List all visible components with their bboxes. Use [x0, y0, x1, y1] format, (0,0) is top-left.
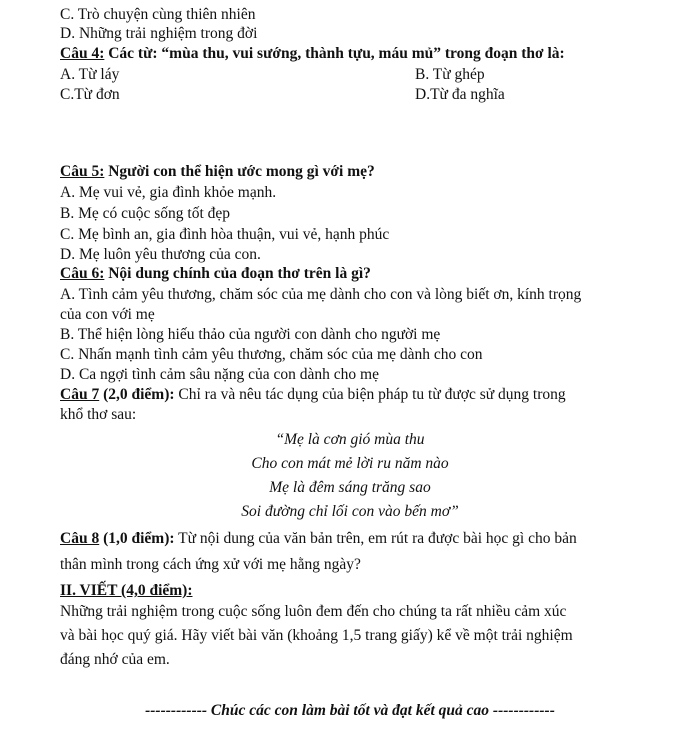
question-4 — [60, 45, 565, 63]
q6-option-a-line2: của con với mẹ — [60, 306, 155, 323]
q4-option-c: C.Từ đơn — [60, 86, 120, 103]
writing-line-1: Những trải nghiệm trong cuộc sống luôn đem đến cho chúng ta rất nhiều cảm xúc — [60, 603, 567, 620]
q5-option-c: C. Mẹ bình an, gia đình hòa thuận, vui vẻ, hạnh phúc — [60, 226, 390, 243]
question-8-text-line2: thân mình trong cách ứng xử với mẹ hằng ngày? — [60, 556, 361, 573]
question-8 — [60, 530, 577, 548]
q4-option-b: B. Từ ghép — [415, 66, 485, 83]
q5-option-d: D. Mẹ luôn yêu thương của con. — [60, 246, 261, 263]
q5-option-b: B. Mẹ có cuộc sống tốt đẹp — [60, 205, 231, 222]
question-7 — [60, 386, 566, 404]
question-6-text: Nội dung chính của đoạn thơ trên là gì? — [104, 265, 371, 282]
writing-heading: II. VIẾT (4,0 điểm): — [60, 582, 193, 599]
question-7-text: Chỉ ra và nêu tác dụng của biện pháp tu từ được sử dụng trong — [174, 386, 566, 403]
question-5 — [60, 163, 375, 181]
q3-option-c: C. Trò chuyện cùng thiên nhiên — [60, 6, 256, 23]
q6-option-d: D. Ca ngợi tình cảm sâu nặng của con dành cho mẹ — [60, 366, 379, 383]
closing-wish: ------------ Chúc các con làm bài tốt và đạt kết quả cao ------------ — [145, 702, 555, 719]
q6-option-b: B. Thể hiện lòng hiếu thảo của người con dành cho người mẹ — [60, 326, 441, 343]
q4-option-d: D.Từ đa nghĩa — [415, 86, 505, 103]
question-5-text: Người con thể hiện ước mong gì với mẹ? — [104, 163, 375, 180]
poem-line-2: Cho con mát mẻ lời ru năm nào — [251, 455, 449, 472]
q6-option-c: C. Nhấn mạnh tình cảm yêu thương, chăm sóc của mẹ dành cho con — [60, 346, 483, 363]
question-6-label: Câu 6: — [60, 265, 105, 282]
q3-option-d: D. Những trải nghiệm trong đời — [60, 25, 258, 42]
question-8-score: (1,0 điểm): — [99, 530, 175, 547]
q5-option-a: A. Mẹ vui vẻ, gia đình khỏe mạnh. — [60, 184, 277, 201]
question-6 — [60, 265, 371, 283]
question-8-text: Từ nội dung của văn bản trên, em rút ra được bài học gì cho bản — [174, 530, 577, 547]
q6-option-a-line1: A. Tình cảm yêu thương, chăm sóc của mẹ dành cho con và lòng biết ơn, kính trọng — [60, 286, 582, 303]
writing-line-3: đáng nhớ của em. — [60, 651, 170, 668]
question-4-label: Câu 4: — [60, 45, 105, 62]
question-5-label: Câu 5: — [60, 163, 105, 180]
q4-option-a: A. Từ láy — [60, 66, 120, 83]
question-7-text-line2: khổ thơ sau: — [60, 406, 137, 423]
poem-line-4: Soi đường chỉ lối con vào bến mơ” — [241, 503, 459, 520]
question-4-text: Các từ: “mùa thu, vui sướng, thành tựu, máu mủ” trong đoạn thơ là: — [104, 45, 565, 62]
writing-line-2: và bài học quý giá. Hãy viết bài văn (khoảng 1,5 trang giấy) kể về một trải nghiệm — [60, 627, 573, 644]
question-7-score: (2,0 điểm): — [99, 386, 175, 403]
question-7-label: Câu 7 — [60, 386, 100, 403]
poem-line-3: Mẹ là đêm sáng trăng sao — [269, 479, 431, 496]
question-8-label: Câu 8 — [60, 530, 100, 547]
poem-line-1: “Mẹ là cơn gió mùa thu — [275, 431, 425, 448]
